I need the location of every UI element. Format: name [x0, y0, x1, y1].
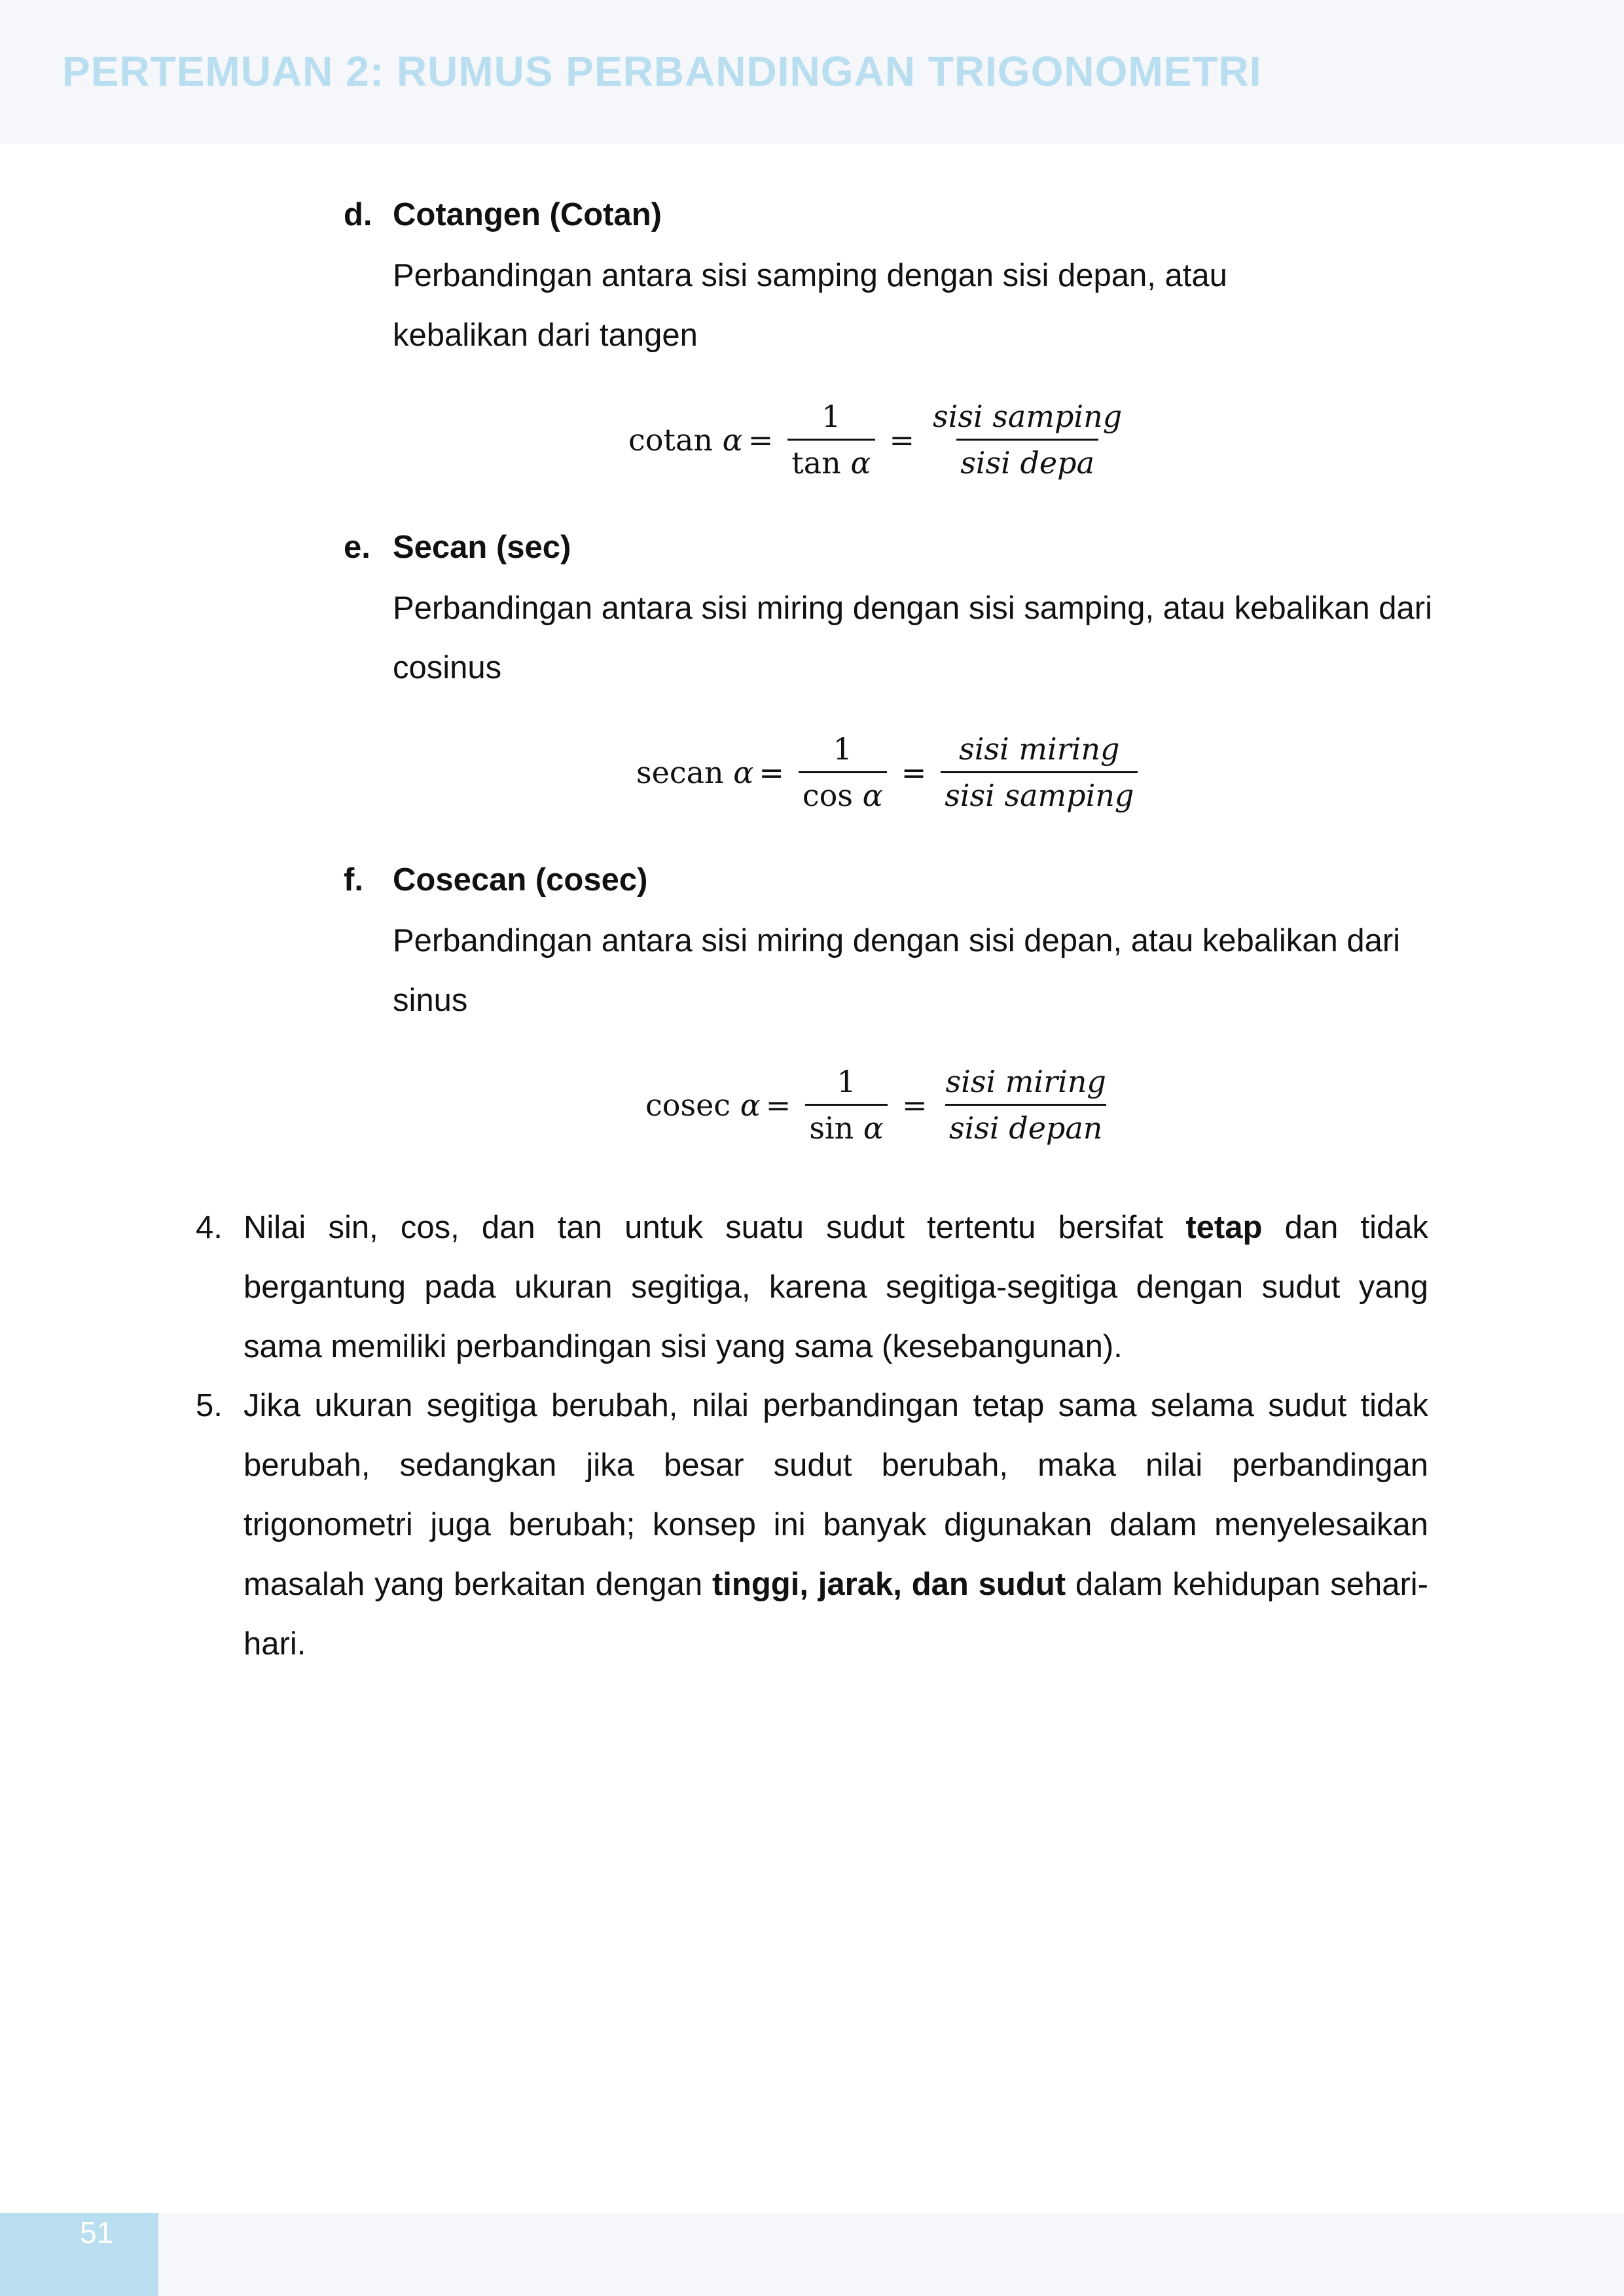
list-item-4 [196, 1198, 1428, 1377]
list-text: Jika ukuran segitiga berubah, nilai perbandingan tetap sama selama sudut tidak berubah, sedangkan jika besar sudut berubah, maka nilai perbandingan trigonometri juga berubah; konsep ini banyak digunakan dalam menyelesaikan masalah yang berkaitan dengan [244, 1388, 1428, 1602]
item-description: Perbandingan antara sisi miring dengan sisi depan, atau kebalikan dari sinus [393, 923, 1401, 1018]
item-title: Cosecan (cosec) [393, 862, 648, 898]
list-emphasis: tinggi, jarak, dan sudut [712, 1567, 1066, 1602]
item-description: Perbandingan antara sisi miring dengan sisi samping, atau kebalikan dari cosinus [393, 591, 1433, 685]
formula-lhs: secan α [636, 754, 754, 790]
equals-sign: = [901, 754, 927, 790]
fraction-reciprocal: $\frac{1}{\text{tan α}}$ [787, 398, 875, 481]
page-number: 51 [80, 2215, 114, 2250]
page-number-box [0, 2213, 158, 2296]
fraction-sides: $\frac{\text{sisi miring}}{\text{sisi depan}}$ [945, 1064, 1106, 1146]
page-title: PERTEMUAN 2: RUMUS PERBANDINGAN TRIGONOMETRI [62, 48, 1262, 95]
equals-sign: = [759, 754, 784, 790]
list-number: 4. [196, 1210, 223, 1245]
equals-sign: = [901, 1087, 928, 1123]
equals-sign: = [889, 422, 915, 458]
list-emphasis: tetap [1185, 1210, 1263, 1245]
fraction-reciprocal: $\frac{1}{\text{cos α}}$ [799, 731, 887, 814]
list-number: 5. [196, 1388, 223, 1423]
formula-cosec [645, 1063, 1119, 1146]
fraction-reciprocal: $\frac{1}{\text{sin α}}$ [805, 1063, 888, 1146]
equals-sign: = [765, 1087, 791, 1123]
list-item-5 [196, 1376, 1428, 1674]
list-text: dan tidak bergantung pada ukuran segitiga, karena segitiga-segitiga dengan sudut yang sama memiliki perbandingan sisi yang sama (kesebangunan). [244, 1210, 1428, 1364]
formula-lhs: cosec α [645, 1087, 761, 1123]
formula-cotan [628, 398, 1135, 481]
fraction-sides: $\frac{\text{sisi miring}}{\text{sisi samping}}$ [941, 731, 1138, 814]
item-letter: f. [344, 862, 363, 898]
formula-secan [636, 731, 1147, 814]
item-letter: d. [344, 197, 372, 232]
equals-sign: = [748, 422, 774, 458]
formula-lhs: cotan α [628, 422, 743, 458]
page-footer [0, 2213, 1624, 2296]
item-title: Cotangen (Cotan) [393, 197, 662, 232]
item-description: Perbandingan antara sisi samping dengan sisi depan, atau kebalikan dari tangen [393, 258, 1227, 353]
item-title: Secan (sec) [393, 530, 571, 565]
fraction-sides: $\frac{\text{sisi samping}}{\text{sisi depa}}$ [933, 399, 1123, 481]
list-text: Nilai sin, cos, dan tan untuk suatu sudut tertentu bersifat [244, 1210, 1186, 1245]
list-text: dalam kehidupan sehari-hari. [244, 1567, 1428, 1662]
item-letter: e. [344, 530, 370, 565]
